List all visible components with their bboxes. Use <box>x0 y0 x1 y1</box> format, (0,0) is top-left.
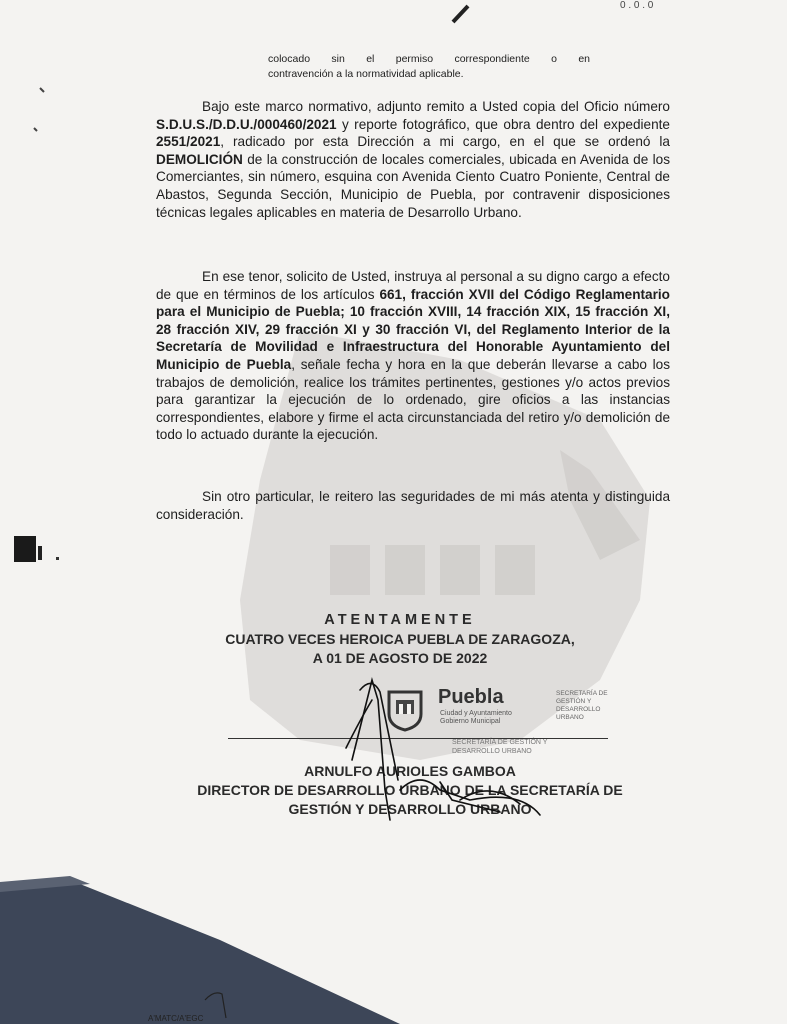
p1-expediente-number: 2551/2021 <box>156 134 221 150</box>
stamp-sub-1: Ciudad y Ayuntamiento <box>440 710 512 717</box>
continued-line-2: contravención a la normatividad aplicable. <box>268 68 464 80</box>
top-number: 0 . 0 . 0 <box>620 0 654 11</box>
p2-text-1: En ese tenor, solicito de Usted, instruya al personal a su digno cargo a efecto de que en términos de los artículos <box>156 269 670 302</box>
p1-text-1: Bajo este marco normativo, adjunto remito a Usted copia del Oficio número <box>202 99 670 114</box>
continued-line-1: colocado sin el permiso correspondiente o en <box>268 53 590 65</box>
p1-demolicion: DEMOLICIÓN <box>156 151 243 167</box>
p2-text-3: , señale fecha y hora en la que deberán llevarse a cabo los trabajos de demolición, realice los trámites pertinentes, gestiones y/o actos previos para garantizar la ejecución de lo ordenado, gire oficios a las instancias correspondientes, elabore y firme el acta circunstanciada del retiro y/o demolición de todo lo actuado durante la ejecución. <box>156 356 670 443</box>
stamp-under-1: SECRETARÍA DE GESTIÓN Y <box>452 739 548 746</box>
stamp-puebla-word: Puebla <box>438 686 504 708</box>
signer-title-line-2: GESTIÓN Y DESARROLLO URBANO <box>288 801 532 817</box>
p1-text-3: , radicado por esta Dirección a mi cargo, en el que se ordenó la <box>220 134 670 150</box>
stamp-side-3: DESARROLLO <box>556 706 601 713</box>
stamp-side-4: URBANO <box>556 714 584 721</box>
p2-reglamento: del Reglamento Interior de la Secretaría de Movilidad e Infraestructura del Honorable Ayuntamiento del Municipio de Puebla <box>156 321 670 372</box>
stamp-side-2: GESTIÓN Y <box>556 698 592 705</box>
closing-city: CUATRO VECES HEROICA PUEBLA DE ZARAGOZA, <box>225 631 575 647</box>
p2-articles: 661, fracción XVII del Código Reglamentario para el Municipio de Puebla; 10 fracción XVIII, 14 fracción XIX, 15 fracción XI, 28 fracción XIV, 29 fracción XI y 30 fracción VI, <box>156 286 670 337</box>
closing-atentamente: ATENTAMENTE <box>324 612 476 628</box>
stamp-sub-2: Gobierno Municipal <box>440 718 501 725</box>
p1-text-4: de la construcción de locales comerciales, ubicada en Avenida de los Comerciantes, sin número, esquina con Avenida Ciento Cuatro Poniente, Central de Abastos, Segunda Sección, Municipio de Puebla, por contravenir disposiciones técnicas legales aplicables en materia de Desarrollo Urbano. <box>156 151 670 220</box>
p3-text: Sin otro particular, le reitero las seguridades de mi más atenta y distinguida consideración. <box>156 489 670 522</box>
initials: A'MATC/A'EGC <box>148 1014 204 1023</box>
signer-name: ARNULFO AURIOLES GAMBOA <box>304 763 516 779</box>
stamp-under-2: DESARROLLO URBANO <box>452 748 532 755</box>
signer-title-line-1: DIRECTOR DE DESARROLLO URBANO DE LA SECRETARÍA DE <box>197 782 623 798</box>
closing-date: A 01 DE AGOSTO DE 2022 <box>312 650 488 666</box>
stamp-side-1: SECRETARÍA DE <box>556 690 608 697</box>
p1-text-2: y reporte fotográfico, que obra dentro del expediente <box>336 116 670 132</box>
p1-oficio-number: S.D.U.S./D.D.U./000460/2021 <box>156 116 337 132</box>
